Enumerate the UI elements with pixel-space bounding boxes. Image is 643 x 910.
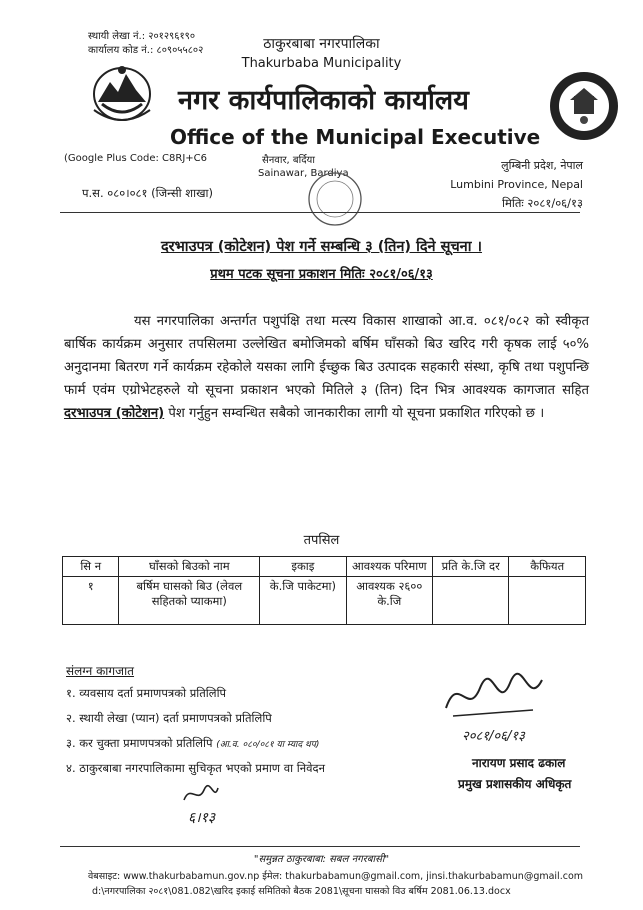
- item-table: [62, 556, 586, 625]
- enclosure-item: २. स्थायी लेखा (प्यान) दर्ता प्रमाणपत्रको प्रतिलिपि: [66, 711, 272, 725]
- cell-remarks: [509, 577, 586, 625]
- enclosure-item: [66, 736, 319, 751]
- permanent-account-number: स्थायी लेखा नं.: २०१२९६१९०: [88, 31, 196, 42]
- office-title-english: Office of the Municipal Executive: [170, 125, 541, 149]
- address-english: Sainawar, Bardiya: [258, 168, 349, 179]
- handwritten-initials-mark: [180, 782, 220, 810]
- cell-seed-name: बर्षिम घासको बिउ (लेवल सहितको प्याकमा): [119, 577, 260, 625]
- enclosure-item-note: (आ.व. ०८०/०८१ या म्याद थप): [216, 740, 320, 750]
- province-nepali: लुम्बिनी प्रदेश, नेपाल: [501, 159, 583, 172]
- signature-date: २०८१/०६/१३: [462, 729, 525, 744]
- footer-motto: "समुन्नत ठाकुरबाबा: सबल नगरबासी": [253, 854, 390, 865]
- table-title: तपसिल: [303, 533, 340, 548]
- notice-body-part1: यस नगरपालिका अन्तर्गत पशुपंक्षि तथा मत्स्य विकास शाखाको आ.व. ०८१/०८२ को स्वीकृत बार्षिक कार्यक्रम अनुसार तपसिलमा उल्लेखित बमोजिमको बर्षिम घाँसको बिउ खरिद गरी कृषक लाई ५०% अनुदानमा बितरण गर्ने कार्यक्रम रहेकोले यसका लागि ईच्छुक बिउ उत्पादक सहकारी संस्था, कृषि तथा पशुपन्छि फार्म एवंम एग्रोभेटहरुले यो सूचना प्रकाशन भएको मितिले ३ (तिन) दिन भित्र आवश्यक कागजात सहित: [64, 314, 589, 398]
- office-code: कार्यालय कोड नं.: ८०९०५५८०२: [88, 45, 204, 56]
- col-unit: इकाइ: [260, 557, 346, 577]
- col-serial: सि न: [63, 557, 119, 577]
- notice-body: [64, 310, 589, 425]
- footer-contact: वेबसाइट: www.thakurbabamun.gov.np ईमेल: thakurbabamun@gmail.com, jinsi.thakurbabamun@gmail.com: [88, 871, 584, 882]
- handwritten-initials: ६।१३: [188, 810, 216, 826]
- enclosure-item: ४. ठाकुरबाबा नगरपालिकामा सुचिकृत भएको प्रमाण वा निवेदन: [66, 761, 326, 775]
- notice-subject: दरभाउपत्र (कोटेशन) पेश गर्ने सम्बन्धि ३ (तिन) दिने सूचना ।: [160, 239, 483, 255]
- cell-rate: [433, 577, 509, 625]
- header-divider: [60, 212, 580, 213]
- notice-body-part2: पेश गर्नुहुन सम्वन्धित सबैको जानकारीका लागी यो सूचना प्रकाशित गरिएको छ ।: [164, 406, 545, 421]
- enclosures-heading: संलग्न कागजात: [66, 664, 135, 678]
- reference-number: प.स. ०८०।०८१ (जिन्सी शाखा): [82, 186, 213, 200]
- footer-divider: [60, 846, 580, 847]
- cell-unit: के.जि पाकेटमा): [260, 577, 346, 625]
- cell-serial: १: [63, 577, 119, 625]
- col-seed-name: घाँसको बिउको नाम: [119, 557, 260, 577]
- office-title-nepali: नगर कार्यपालिकाको कार्यालय: [178, 85, 469, 116]
- address-nepali: सैनवार, बर्दिया: [262, 155, 315, 166]
- table-header-row: [63, 557, 586, 577]
- province-english: Lumbini Province, Nepal: [450, 178, 583, 191]
- municipality-seal-logo: [548, 70, 620, 142]
- handwritten-signature: [438, 668, 548, 732]
- google-plus-code: (Google Plus Code: C8RJ+C6: [64, 153, 207, 164]
- office-stamp: [306, 170, 364, 232]
- col-remarks: कैफियत: [509, 557, 586, 577]
- table-row: [63, 577, 586, 625]
- notice-body-emphasis: दरभाउपत्र (कोटेशन): [64, 406, 165, 421]
- enclosure-item-text: ३. कर चुक्ता प्रमाणपत्रको प्रतिलिपि: [66, 736, 213, 750]
- first-publication-date: प्रथम पटक सूचना प्रकाशन मितिः २०८१/०६/१३: [210, 267, 433, 282]
- cell-quantity: आवश्यक २६०० के.जि: [346, 577, 432, 625]
- enclosure-item: १. व्यवसाय दर्ता प्रमाणपत्रको प्रतिलिपि: [66, 686, 227, 700]
- signatory-name: नारायण प्रसाद ढकाल: [472, 756, 566, 770]
- municipality-name-english: Thakurbaba Municipality: [241, 56, 402, 71]
- col-quantity: आवश्यक परिमाण: [346, 557, 432, 577]
- municipality-name-nepali: ठाकुरबाबा नगरपालिका: [263, 36, 380, 52]
- col-rate: प्रति के.जि दर: [433, 557, 509, 577]
- signatory-title: प्रमुख प्रशासकीय अधिकृत: [458, 777, 572, 791]
- footer-file-path: d:\नगरपालिका २०८१\081.082\खरिद इकाई समितिको बैठक 2081\सूचना घासको विउ बर्षिम 2081.06.13.docx: [92, 886, 511, 897]
- notice-date: मितिः २०८१/०६/१३: [502, 196, 583, 210]
